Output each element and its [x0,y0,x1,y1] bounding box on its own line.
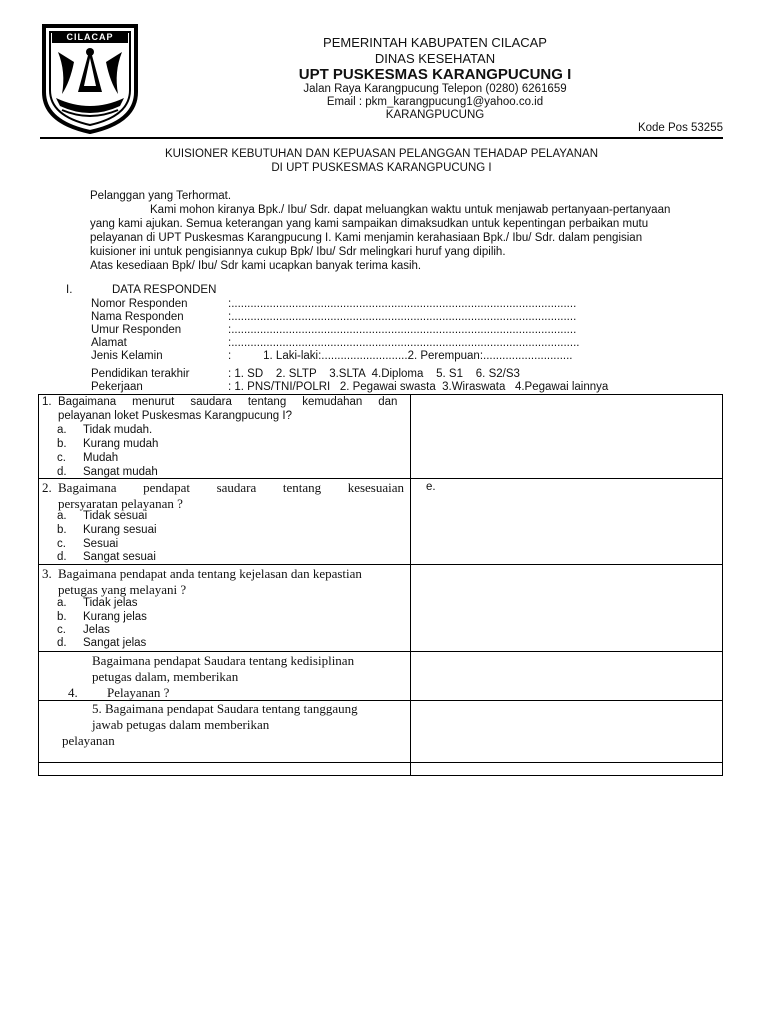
table-border-left [38,394,39,775]
q3-text-line2: petugas yang melayani ? [58,582,187,597]
field-label-alamat: Alamat [91,337,127,349]
q4-text-line2: petugas dalam, memberikan [92,669,239,684]
q2-word: tentang [282,480,322,495]
option-text: Jelas [83,624,110,636]
option-key: a. [57,424,67,436]
q5-text-line1: 5. Bagaimana pendapat Saudara tentang tanggaung [92,701,358,716]
logo-banner-text: CILACAP [66,32,114,42]
section-number: I. [66,284,73,296]
q2-text-line1 [58,480,404,496]
q3-option-c[interactable] [57,624,110,636]
q1-option-c[interactable] [57,452,118,464]
title-line1: KUISIONER KEBUTUHAN DAN KEPUASAN PELANGGAN TEHADAP PELAYANAN [164,148,599,160]
logo-emblem [40,22,140,134]
header-email: Email : pkm_karangpucung1@yahoo.co.id [326,96,544,108]
q2-option-b[interactable] [57,524,157,536]
title-line2: DI UPT PUSKESMAS KARANGPUCUNG I [271,162,492,174]
q2-word: pendapat [143,480,190,495]
q2-option-a[interactable] [57,510,147,522]
q3-option-b[interactable] [57,611,147,623]
field-label-job: Pekerjaan [91,381,143,393]
option-key: b. [57,438,67,450]
q4-number: 4. [68,685,78,700]
table-row-divider [38,651,723,652]
option-key: d. [57,551,67,563]
field-value-nama[interactable]: :............................................................................................................ [228,311,577,323]
table-column-divider [410,394,411,775]
q2-option-d[interactable] [57,551,156,563]
option-text: Sangat jelas [83,637,147,649]
header-address: Jalan Raya Karangpucung Telepon (0280) 6261659 [303,83,567,95]
q2-text-line2: persyaratan pelayanan ? [58,496,183,511]
field-value-nomor[interactable]: :............................................................................................................ [228,298,577,310]
q2-option-c[interactable] [57,538,118,550]
header-dept: DINAS KESEHATAN [374,51,496,66]
q1-text-line1: Bagaimana menurut saudara tentang kemudahan dan [58,396,398,408]
field-label-umur: Umur Responden [91,324,182,336]
option-key: b. [57,524,67,536]
option-text: Kurang sesuai [83,524,157,536]
header-city: KARANGPUCUNG [385,109,485,121]
header-divider [40,137,723,139]
intro-p5: Atas kesediaan Bpk/ Ibu/ Sdr kami ucapkan banyak terima kasih. [90,260,422,272]
option-key: c. [57,452,66,464]
option-text: Sangat mudah [83,466,158,478]
q1-text-line2: pelayanan loket Puskesmas Karangpucung I? [58,410,292,422]
option-key: c. [57,624,66,636]
q2-word: Bagaimana [58,480,117,495]
header-org: UPT PUSKESMAS KARANGPUCUNG I [298,66,572,83]
option-key: b. [57,611,67,623]
option-key: a. [57,597,67,609]
header-gov: PEMERINTAH KABUPATEN CILACAP [323,35,547,50]
option-key: a. [57,510,67,522]
intro-p2: yang kami ajukan. Semua keterangan yang kami sampaikan dimaksudkan untuk kepentingan perbaikan mutu [90,218,649,230]
option-text: Kurang mudah [83,438,159,450]
field-value-gender[interactable]: : 1. Laki-laki:...........................2. Perempuan:............................ [228,350,573,362]
option-text: Kurang jelas [83,611,147,623]
field-value-job[interactable]: : 1. PNS/TNI/POLRI 2. Pegawai swasta 3.Wiraswata 4.Pegawai lainnya [228,381,609,393]
intro-p3: pelayanan di UPT Puskesmas Karangpucung I. Kami menjamin kerahasiaan Bpk./ Ibu/ Sdr. dalam pengisian [90,232,643,244]
q2-word: saudara [216,480,257,495]
intro-p1: Kami mohon kiranya Bpk./ Ibu/ Sdr. dapat meluangkan waktu untuk menjawab pertanyaan-pertanyaan [150,204,671,216]
option-text: Tidak jelas [83,597,138,609]
field-value-umur[interactable]: :............................................................................................................ [228,324,577,336]
q2-right-option-e[interactable]: e. [426,481,436,493]
option-text: Tidak mudah. [83,424,153,436]
field-label-nomor: Nomor Responden [91,298,188,310]
option-key: d. [57,637,67,649]
intro-salutation: Pelanggan yang Terhormat. [90,190,232,202]
table-row-divider [38,478,723,479]
header-postcode: Kode Pos 53255 [637,122,723,134]
q3-option-d[interactable] [57,637,146,649]
table-border-bottom [38,775,723,776]
table-border-top [38,394,723,395]
option-text: Tidak sesuai [83,510,148,522]
q3-number: 3. [42,566,52,581]
field-value-alamat[interactable]: :............................................................................................................. [228,337,580,349]
q1-option-a[interactable] [57,424,152,436]
option-text: Mudah [83,452,119,464]
field-value-education[interactable]: : 1. SD 2. SLTP 3.SLTA 4.Diploma 5. S1 6. S2/S3 [228,368,520,380]
table-border-right [722,394,723,775]
field-label-gender: Jenis Kelamin [91,350,163,362]
table-row-divider [38,564,723,565]
q5-text-line2: jawab petugas dalam memberikan [92,717,270,732]
q1-option-d[interactable] [57,466,158,478]
q2-word: kesesuaian [347,480,404,495]
option-key: d. [57,466,67,478]
q1-number: 1. [42,396,52,408]
field-label-nama: Nama Responden [91,311,184,323]
option-key: c. [57,538,66,550]
section-title: DATA RESPONDEN [112,284,217,296]
option-text: Sesuai [83,538,119,550]
q4-text-line3: Pelayanan ? [107,685,170,700]
intro-p4: kuisioner ini untuk pengisiannya cukup Bpk/ Ibu/ Sdr melingkari huruf yang dipilih. [90,246,506,258]
field-label-education: Pendidikan terakhir [91,368,190,380]
q3-text-line1: Bagaimana pendapat anda tentang kejelasan dan kepastian [58,566,362,581]
table-row-divider [38,762,723,763]
q3-option-a[interactable] [57,597,138,609]
option-text: Sangat sesuai [83,551,156,563]
q5-text-line3: pelayanan [62,733,115,748]
q2-number: 2. [42,480,52,495]
q1-option-b[interactable] [57,438,158,450]
q4-text-line1: Bagaimana pendapat Saudara tentang kedisiplinan [92,653,355,668]
